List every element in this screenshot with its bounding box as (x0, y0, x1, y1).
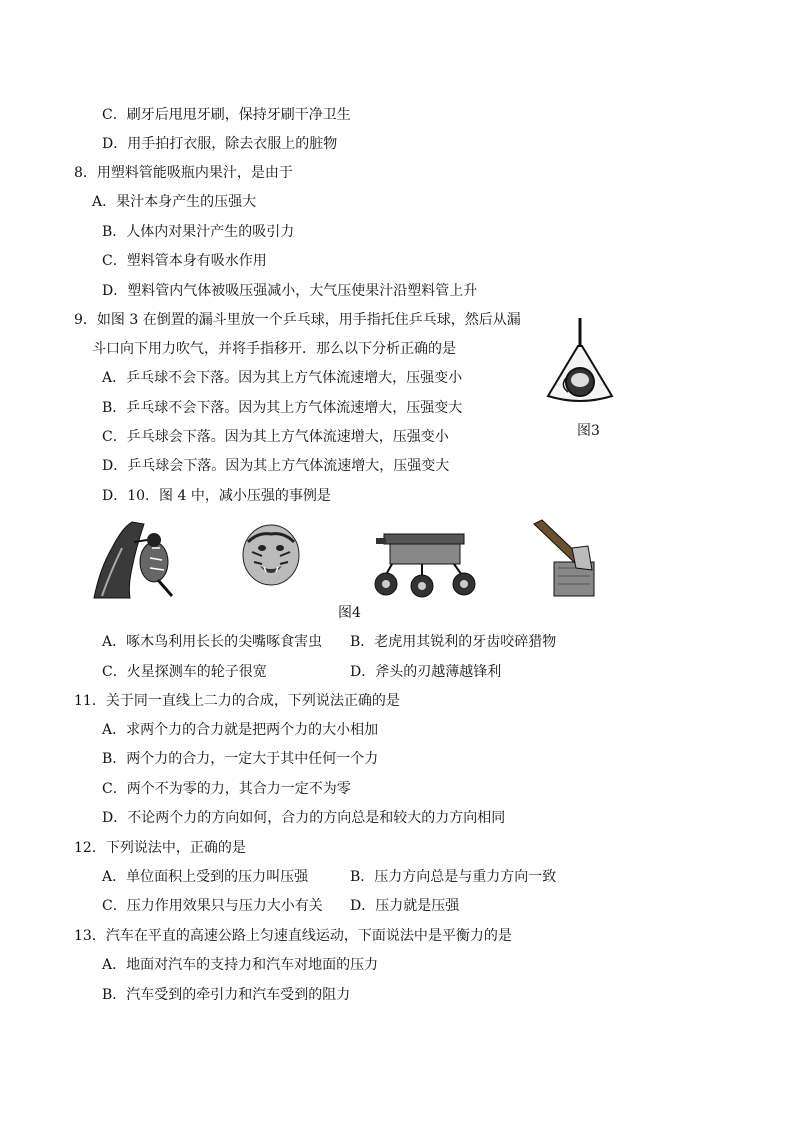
q12-option-c: C．压力作用效果只与压力大小有关 (102, 898, 323, 914)
q9-option-b: B．乒乓球不会下落。因为其上方气体流速增大，压强变大 (102, 400, 463, 416)
q10-option-a: A．啄木鸟利用长长的尖嘴啄食害虫 (102, 634, 323, 650)
q9-option-a: A．乒乓球不会下落。因为其上方气体流速增大，压强变小 (102, 370, 463, 386)
q11-option-b: B．两个力的合力，一定大于其中任何一个力 (102, 751, 379, 767)
figure-3-caption: 图3 (577, 423, 600, 439)
q9-stem-line2: 斗口向下用力吹气，并将手指移开．那么以下分析正确的是 (92, 341, 456, 357)
figure-4-caption: 图4 (338, 605, 361, 621)
q8-option-c: C．塑料管本身有吸水作用 (102, 253, 267, 269)
q10-option-d: D．斧头的刃越薄越锋利 (350, 664, 502, 680)
q13-option-a: A．地面对汽车的支持力和汽车对地面的压力 (102, 957, 379, 973)
q12-option-a: A．单位面积上受到的压力叫压强 (102, 869, 309, 885)
q8-stem: 8．用塑料管能吸瓶内果汁，是由于 (74, 165, 293, 181)
q12-option-d: D．压力就是压强 (350, 898, 460, 914)
q12-option-b: B．压力方向总是与重力方向一致 (350, 869, 557, 885)
q7-option-d: D．用手拍打衣服，除去衣服上的脏物 (102, 136, 338, 152)
q7-option-c: C．刷牙后甩甩牙刷，保持牙刷干净卫生 (102, 107, 351, 123)
q11-option-d: D．不论两个力的方向如何，合力的方向总是和较大的力方向相同 (102, 810, 506, 826)
q10-option-c: C．火星探测车的轮子很宽 (102, 664, 267, 680)
q11-option-a: A．求两个力的合力就是把两个力的大小相加 (102, 722, 379, 738)
q11-option-c: C．两个不为零的力，其合力一定不为零 (102, 781, 351, 797)
q9-option-c: C．乒乓球会下落。因为其上方气体流速增大，压强变小 (102, 429, 449, 445)
q11-stem: 11．关于同一直线上二力的合成，下列说法正确的是 (74, 693, 400, 709)
funnel-ball-figure (540, 316, 620, 416)
q8-option-d: D．塑料管内气体被吸压强减小，大气压使果汁沿塑料管上升 (102, 283, 478, 299)
q10-option-b: B．老虎用其锐利的牙齿咬碎猎物 (350, 634, 557, 650)
mars-rover-figure (372, 528, 482, 602)
q8-option-b: B．人体内对果汁产生的吸引力 (102, 224, 295, 240)
tiger-figure (238, 522, 304, 588)
q9-option-d: D．乒乓球会下落。因为其上方气体流速增大，压强变大 (102, 458, 450, 474)
q12-stem: 12．下列说法中，正确的是 (74, 840, 246, 856)
q8-option-a: A．果汁本身产生的压强大 (92, 194, 257, 210)
q9-stem-line1: 9．如图 3 在倒置的漏斗里放一个乒乓球，用手指托住乒乓球，然后从漏 (74, 312, 521, 328)
q13-option-b: B．汽车受到的牵引力和汽车受到的阻力 (102, 987, 351, 1003)
axe-figure (532, 518, 612, 598)
q13-stem: 13．汽车在平直的高速公路上匀速直线运动，下面说法中是平衡力的是 (74, 928, 512, 944)
q10-stem: D．10．图 4 中，减小压强的事例是 (102, 488, 331, 504)
woodpecker-figure (92, 518, 187, 600)
